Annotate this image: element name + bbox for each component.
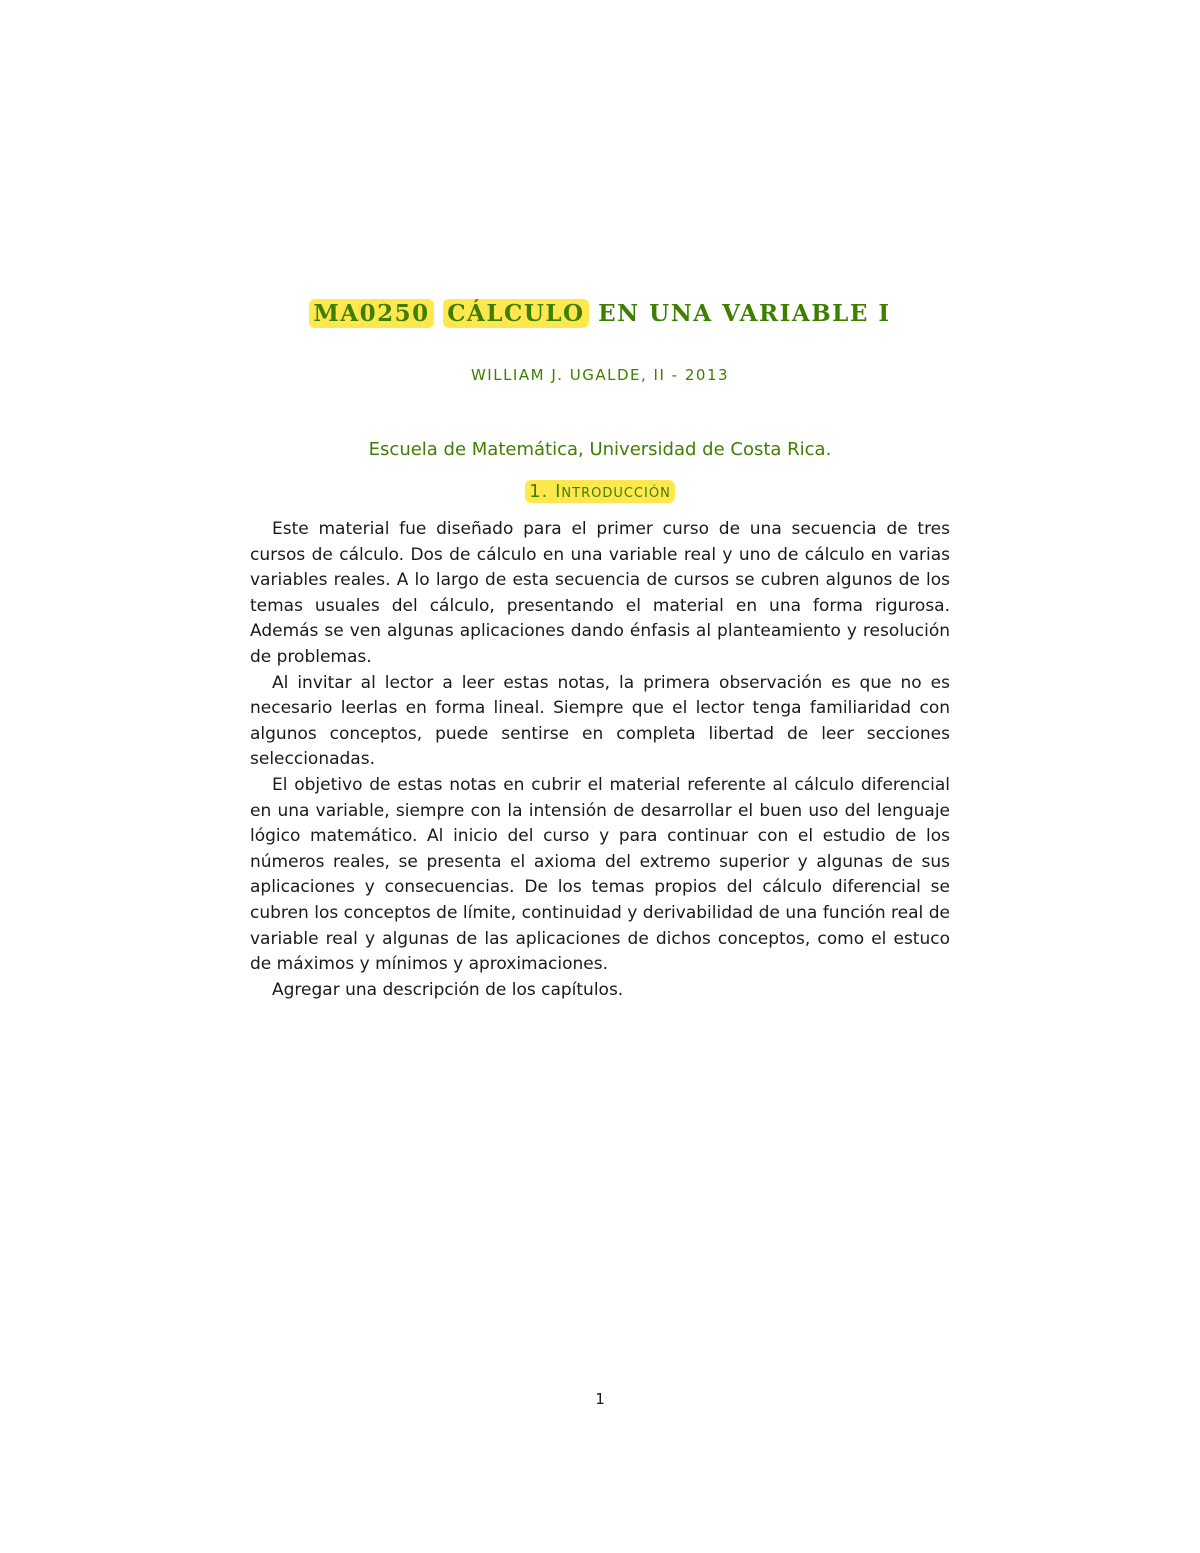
paragraph: Este material fue diseñado para el primer curso de una secuencia de tres cursos de cálculo. Dos de cálculo en una variable real y uno de cálculo en varias variables reales. A lo largo de esta secuencia de cursos se cubren algunos de los temas usuales del cálculo, presentando el material en una forma rigurosa. Además se ven algunas aplicaciones dando énfasis al planteamiento y resolución de problemas. — [250, 519, 950, 667]
body-text — [250, 517, 950, 1003]
title-word-highlight: CÁLCULO — [443, 299, 588, 328]
author-line: WILLIAM J. UGALDE, II - 2013 — [470, 366, 730, 384]
section-title: Introducción — [555, 481, 671, 502]
title-rest: EN UNA VARIABLE I — [598, 300, 891, 327]
paragraph: Al invitar al lector a leer estas notas, la primera observación es que no es necesario leerlas en forma lineal. Siempre que el lector tenga familiaridad con algunos conceptos, puede sentirse en completa libertad de leer secciones seleccionadas. — [250, 672, 950, 770]
paragraph: El objetivo de estas notas en cubrir el material referente al cálculo diferencial en una variable, siempre con la intensión de desarrollar el buen uso del lenguaje lógico matemático. Al inicio del curso y para continuar con el estudio de los números reales, se presenta el axioma del extremo superior y algunas de sus aplicaciones y consecuencias. De los temas propios del cálculo diferencial se cubren los conceptos de límite, continuidad y derivabilidad de una función real de variable real y algunas de las aplicaciones de dichos conceptos, como el estuco de máximos y mínimos y aproximaciones. — [250, 774, 950, 975]
title-code-highlight: MA0250 — [309, 299, 433, 328]
page-number: 1 — [595, 1390, 605, 1408]
document-title — [0, 300, 1200, 327]
affiliation: Escuela de Matemática, Universidad de Costa Rica. — [368, 439, 832, 460]
paragraph: Agregar una descripción de los capítulos. — [272, 979, 624, 1000]
section-number: 1. — [529, 481, 549, 502]
section-heading-highlight — [525, 480, 675, 503]
section-heading — [0, 481, 1200, 502]
